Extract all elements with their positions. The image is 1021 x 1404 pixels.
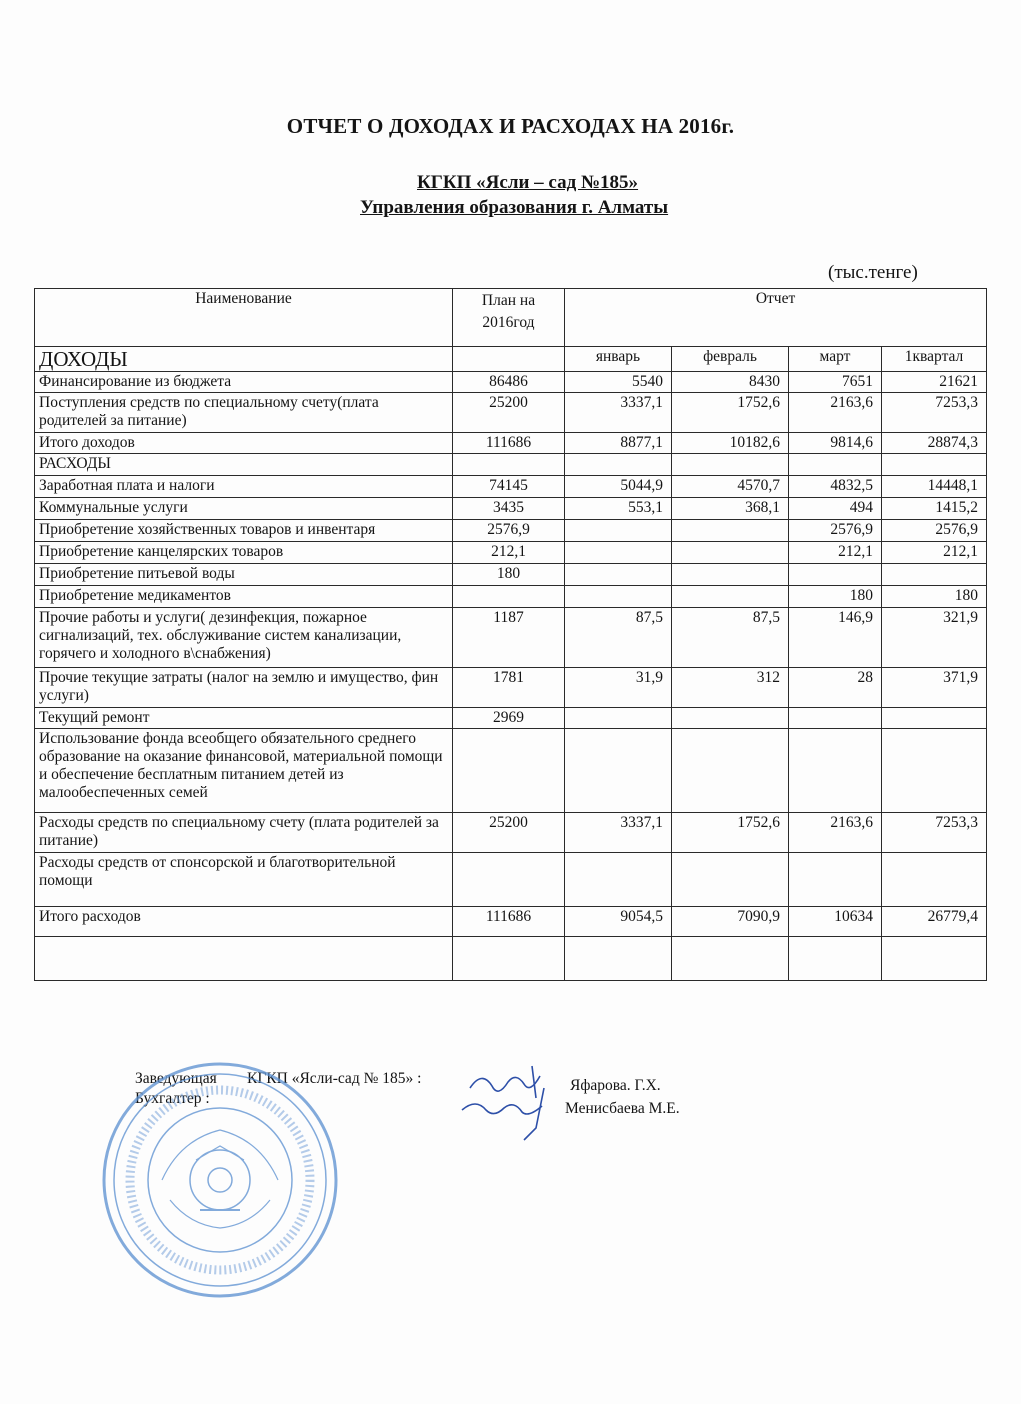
cell-plan xyxy=(453,853,565,907)
currency-unit: (тыс.тенге) xyxy=(828,262,918,283)
cell-mar: 7651 xyxy=(789,372,882,393)
cell-plan: 25200 xyxy=(453,393,565,433)
cell-q1: 212,1 xyxy=(882,542,987,564)
cell-q1: 321,9 xyxy=(882,608,987,668)
cell-feb xyxy=(672,542,789,564)
row-label: Итого расходов xyxy=(35,907,453,937)
cell-q1: 26779,4 xyxy=(882,907,987,937)
table-row xyxy=(35,498,987,520)
report-table xyxy=(34,288,987,981)
cell-jan xyxy=(565,853,672,907)
table-row xyxy=(35,393,987,433)
cell-jan: 9054,5 xyxy=(565,907,672,937)
cell-feb xyxy=(672,564,789,586)
head-role-label: Заведующая xyxy=(135,1070,217,1087)
cell-mar: 10634 xyxy=(789,907,882,937)
cell-q1: 371,9 xyxy=(882,668,987,708)
cell-plan: 212,1 xyxy=(453,542,565,564)
signature-icon xyxy=(452,1058,572,1148)
cell-plan: 2576,9 xyxy=(453,520,565,542)
cell-feb: 1752,6 xyxy=(672,393,789,433)
accountant-role-label: Бухгалтер : xyxy=(135,1090,210,1107)
cell-feb: 368,1 xyxy=(672,498,789,520)
cell-plan: 1781 xyxy=(453,668,565,708)
cell-plan: 25200 xyxy=(453,813,565,853)
empty-cell xyxy=(789,454,882,476)
cell-jan: 8877,1 xyxy=(565,433,672,454)
table-row xyxy=(35,433,987,454)
cell-feb: 312 xyxy=(672,668,789,708)
header-name: Наименование xyxy=(35,289,453,347)
table-row xyxy=(35,668,987,708)
cell-mar xyxy=(789,853,882,907)
cell-plan: 111686 xyxy=(453,907,565,937)
row-label: Коммунальные услуги xyxy=(35,498,453,520)
header-month-feb: февраль xyxy=(672,347,789,372)
cell-feb xyxy=(672,708,789,729)
cell-mar xyxy=(789,729,882,813)
table-row xyxy=(35,608,987,668)
cell-jan xyxy=(565,542,672,564)
income-section-title: ДОХОДЫ xyxy=(35,347,453,372)
cell-plan: 180 xyxy=(453,564,565,586)
empty-cell xyxy=(672,454,789,476)
table-subheader-row xyxy=(35,347,987,372)
cell-mar: 9814,6 xyxy=(789,433,882,454)
table-row xyxy=(35,564,987,586)
cell-feb: 10182,6 xyxy=(672,433,789,454)
cell-q1: 28874,3 xyxy=(882,433,987,454)
cell-mar: 28 xyxy=(789,668,882,708)
table-header-row xyxy=(35,289,987,347)
blank-row xyxy=(35,937,987,981)
cell-mar: 2163,6 xyxy=(789,813,882,853)
header-q1: 1квартал xyxy=(882,347,987,372)
row-label: Использование фонда всеобщего обязательного среднего образование на оказание финансовой, материальной помощи и обеспечение бесплатным питанием детей из малообеспеченных семей xyxy=(35,729,453,813)
cell-feb: 1752,6 xyxy=(672,813,789,853)
row-label: Текущий ремонт xyxy=(35,708,453,729)
expense-section-title: РАСХОДЫ xyxy=(35,454,453,476)
table-row xyxy=(35,586,987,608)
row-label: Заработная плата и налоги xyxy=(35,476,453,498)
cell-jan: 3337,1 xyxy=(565,393,672,433)
row-label: Поступления средств по специальному счету(плата родителей за питание) xyxy=(35,393,453,433)
header-plan: План на 2016год xyxy=(453,289,565,347)
cell-jan xyxy=(565,729,672,813)
cell-q1: 7253,3 xyxy=(882,393,987,433)
cell-q1: 21621 xyxy=(882,372,987,393)
official-stamp-icon xyxy=(100,1060,340,1300)
cell-jan: 31,9 xyxy=(565,668,672,708)
cell-mar xyxy=(789,564,882,586)
header-report: Отчет xyxy=(565,289,987,347)
cell-q1 xyxy=(882,853,987,907)
income-rows xyxy=(35,372,987,454)
cell-plan: 74145 xyxy=(453,476,565,498)
cell-mar: 4832,5 xyxy=(789,476,882,498)
cell-q1 xyxy=(882,729,987,813)
cell-jan: 3337,1 xyxy=(565,813,672,853)
cell-jan: 87,5 xyxy=(565,608,672,668)
row-label: Расходы средств от спонсорской и благотворительной помощи xyxy=(35,853,453,907)
table-row xyxy=(35,907,987,937)
footer-org: КГКП «Ясли-сад № 185» : xyxy=(247,1070,422,1087)
cell-plan: 86486 xyxy=(453,372,565,393)
cell-q1: 1415,2 xyxy=(882,498,987,520)
cell-mar: 2163,6 xyxy=(789,393,882,433)
table-row xyxy=(35,729,987,813)
table-row xyxy=(35,542,987,564)
expense-rows xyxy=(35,476,987,937)
cell-mar: 212,1 xyxy=(789,542,882,564)
cell-feb: 7090,9 xyxy=(672,907,789,937)
cell-feb xyxy=(672,520,789,542)
table-row xyxy=(35,708,987,729)
cell-jan xyxy=(565,564,672,586)
cell-plan xyxy=(453,586,565,608)
cell-jan xyxy=(565,708,672,729)
row-label: Расходы средств по специальному счету (плата родителей за питание) xyxy=(35,813,453,853)
row-label: Приобретение хозяйственных товаров и инвентаря xyxy=(35,520,453,542)
table-row xyxy=(35,813,987,853)
cell-plan: 2969 xyxy=(453,708,565,729)
cell-mar xyxy=(789,708,882,729)
accountant-name: Менисбаева М.Е. xyxy=(565,1100,680,1117)
cell-feb xyxy=(672,586,789,608)
cell-feb xyxy=(672,853,789,907)
cell-jan xyxy=(565,586,672,608)
header-month-mar: март xyxy=(789,347,882,372)
empty-cell xyxy=(565,454,672,476)
row-label: Приобретение канцелярских товаров xyxy=(35,542,453,564)
org-name: КГКП «Ясли – сад №185» xyxy=(417,172,639,193)
empty-cell xyxy=(453,347,565,372)
cell-feb: 87,5 xyxy=(672,608,789,668)
cell-q1 xyxy=(882,708,987,729)
row-label: Приобретение питьевой воды xyxy=(35,564,453,586)
cell-feb: 4570,7 xyxy=(672,476,789,498)
row-label: Прочие текущие затраты (налог на землю и имущество, фин услуги) xyxy=(35,668,453,708)
row-label: Итого доходов xyxy=(35,433,453,454)
cell-mar: 494 xyxy=(789,498,882,520)
cell-jan: 5540 xyxy=(565,372,672,393)
row-label: Прочие работы и услуги( дезинфекция, пожарное сигнализаций, тех. обслуживание систем канализации, горячего и холодного в\снабжения) xyxy=(35,608,453,668)
row-label: Финансирование из бюджета xyxy=(35,372,453,393)
table-row xyxy=(35,476,987,498)
cell-mar: 180 xyxy=(789,586,882,608)
cell-jan: 5044,9 xyxy=(565,476,672,498)
cell-plan: 3435 xyxy=(453,498,565,520)
empty-cell xyxy=(453,454,565,476)
cell-plan xyxy=(453,729,565,813)
table-row xyxy=(35,372,987,393)
cell-mar: 146,9 xyxy=(789,608,882,668)
cell-q1 xyxy=(882,564,987,586)
cell-q1: 2576,9 xyxy=(882,520,987,542)
row-label: Приобретение медикаментов xyxy=(35,586,453,608)
empty-cell xyxy=(882,454,987,476)
expense-section-row xyxy=(35,454,987,476)
report-title: ОТЧЕТ О ДОХОДАХ И РАСХОДАХ НА 2016г. xyxy=(286,114,735,138)
cell-plan: 111686 xyxy=(453,433,565,454)
head-name: Яфарова. Г.Х. xyxy=(570,1077,661,1094)
table-row xyxy=(35,853,987,907)
cell-q1: 180 xyxy=(882,586,987,608)
cell-q1: 7253,3 xyxy=(882,813,987,853)
cell-jan xyxy=(565,520,672,542)
table-row xyxy=(35,520,987,542)
cell-feb xyxy=(672,729,789,813)
cell-jan: 553,1 xyxy=(565,498,672,520)
cell-feb: 8430 xyxy=(672,372,789,393)
header-month-jan: январь xyxy=(565,347,672,372)
cell-q1: 14448,1 xyxy=(882,476,987,498)
cell-mar: 2576,9 xyxy=(789,520,882,542)
cell-plan: 1187 xyxy=(453,608,565,668)
org-department: Управления образования г. Алматы xyxy=(360,197,669,218)
